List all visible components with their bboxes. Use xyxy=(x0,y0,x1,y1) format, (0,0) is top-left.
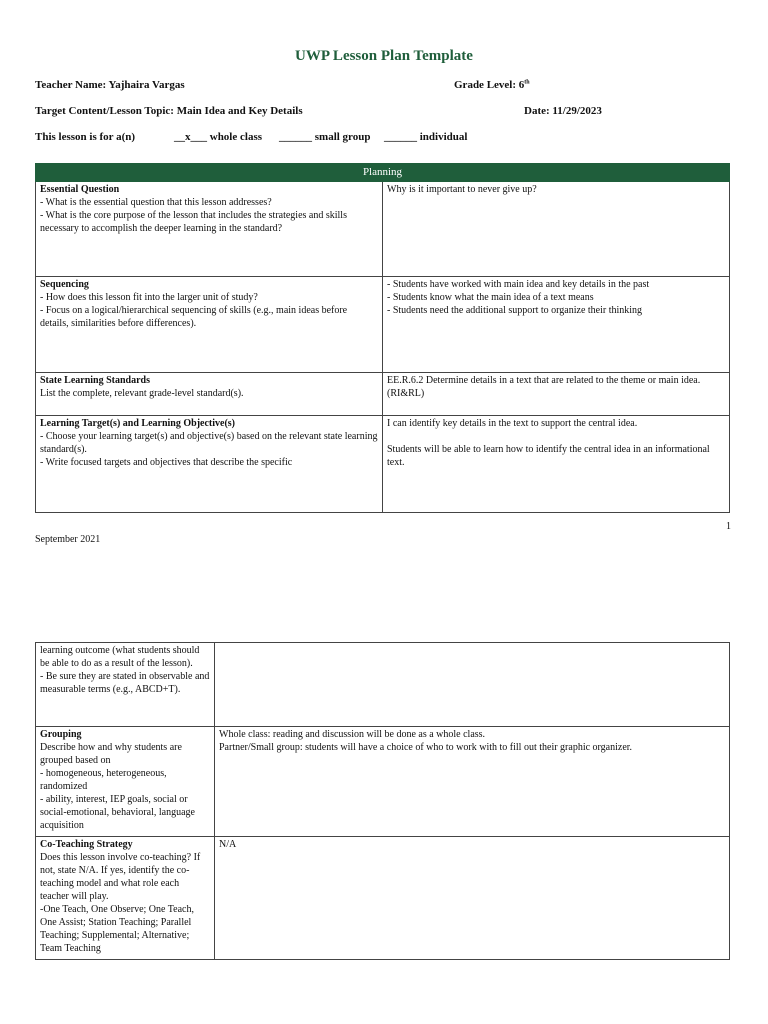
learning-target-continued-cell xyxy=(36,643,215,727)
row-desc: Describe how and why students are grouped based on xyxy=(40,742,182,766)
lesson-for-label: This lesson is for a(n) xyxy=(35,131,136,143)
row-content: N/A xyxy=(219,839,237,850)
row-desc: - What is the essential question that this lesson addresses? xyxy=(40,197,272,208)
row-content: Students will be able to learn how to identify the central idea in an informational text. xyxy=(387,444,710,468)
learning-target-content xyxy=(383,416,730,513)
sequencing-content xyxy=(383,277,730,373)
row-content xyxy=(387,430,725,443)
learning-target-continued-content xyxy=(215,643,730,727)
row-heading: Sequencing xyxy=(40,279,89,290)
grouping-content xyxy=(215,727,730,837)
grade-label: Grade Level: xyxy=(454,79,517,91)
lesson-topic xyxy=(35,105,303,117)
teacher-name xyxy=(35,79,185,91)
teacher-value: Yajhaira Vargas xyxy=(108,79,185,91)
co-teaching-cell xyxy=(36,837,215,960)
table-row xyxy=(36,277,730,373)
row-heading: Learning Target(s) and Learning Objective(s) xyxy=(40,418,235,429)
grade-suffix: th xyxy=(524,79,530,86)
planning-table-page1 xyxy=(35,163,730,513)
row-content: Why is it important to never give up? xyxy=(387,184,537,195)
co-teaching-content xyxy=(215,837,730,960)
row-heading: State Learning Standards xyxy=(40,375,151,386)
row-desc: - Choose your learning target(s) and objective(s) based on the relevant state learning standard(s). xyxy=(40,431,378,455)
essential-question-content xyxy=(383,182,730,277)
row-desc: - What is the core purpose of the lesson that includes the strategies and skills necessary to accomplish the deeper learning in the standard? xyxy=(40,210,347,234)
page-title: UWP Lesson Plan Template xyxy=(295,48,473,64)
row-desc: - Be sure they are stated in observable and measurable terms (e.g., ABCD+T). xyxy=(40,671,210,695)
row-content: EE.R.6.2 Determine details in a text that are related to the theme or main idea. (RI&RL) xyxy=(387,375,701,399)
row-desc: - How does this lesson fit into the larger unit of study? xyxy=(40,292,258,303)
row-desc: Does this lesson involve co-teaching? If not, state N/A. If yes, identify the co-teaching model and what role each teacher will play. xyxy=(40,852,201,902)
learning-target-cell xyxy=(36,416,383,513)
row-heading: Grouping xyxy=(40,729,82,740)
table-row xyxy=(36,643,730,727)
whole-class-option: __x___ whole class xyxy=(174,131,262,143)
table-row xyxy=(36,727,730,837)
small-group-option: ______ small group xyxy=(279,131,371,143)
table-row xyxy=(36,837,730,960)
row-content: - Students need the additional support to organize their thinking xyxy=(387,305,643,316)
essential-question-cell xyxy=(36,182,383,277)
grade-value: 6 xyxy=(518,79,525,91)
row-desc: - Write focused targets and objectives that describe the specific xyxy=(40,457,293,468)
date-value: 11/29/2023 xyxy=(552,105,602,117)
row-desc: learning outcome (what students should be able to do as a result of the lesson). xyxy=(40,645,200,669)
row-desc: - ability, interest, IEP goals, social or social-emotional, behavioral, language acquisition xyxy=(40,794,195,831)
page-number: 1 xyxy=(726,521,731,532)
sequencing-cell xyxy=(36,277,383,373)
row-content: - Students have worked with main idea and key details in the past xyxy=(387,279,650,290)
teacher-label: Teacher Name: xyxy=(35,79,107,91)
row-content: Whole class: reading and discussion will be done as a whole class. xyxy=(219,729,486,740)
row-content: - Students know what the main idea of a text means xyxy=(387,292,594,303)
topic-value: Main Idea and Key Details xyxy=(176,105,303,117)
planning-header: Planning xyxy=(36,164,730,182)
table-row xyxy=(36,373,730,416)
row-desc: - Focus on a logical/hierarchical sequencing of skills (e.g., main ideas before details, similarities before differences). xyxy=(40,305,348,329)
row-heading: Co-Teaching Strategy xyxy=(40,839,133,850)
row-desc: -One Teach, One Observe; One Teach, One Assist; Station Teaching; Parallel Teaching; Supplemental; Alternative; Team Teaching xyxy=(40,904,194,954)
row-content: I can identify key details in the text to support the central idea. xyxy=(387,418,638,429)
individual-option: ______ individual xyxy=(384,131,468,143)
row-content: Partner/Small group: students will have a choice of who to work with to fill out their graphic organizer. xyxy=(219,742,633,753)
grouping-cell xyxy=(36,727,215,837)
table-row xyxy=(36,182,730,277)
grade-level xyxy=(454,79,530,91)
topic-label: Target Content/Lesson Topic: xyxy=(35,105,174,117)
row-heading: Essential Question xyxy=(40,184,120,195)
lesson-date xyxy=(524,105,602,117)
date-label: Date: xyxy=(524,105,550,117)
row-desc: - homogeneous, heterogeneous, randomized xyxy=(40,768,167,792)
standards-content xyxy=(383,373,730,416)
table-row xyxy=(36,416,730,513)
planning-table-page2 xyxy=(35,642,730,960)
standards-cell xyxy=(36,373,383,416)
row-desc: List the complete, relevant grade-level standard(s). xyxy=(40,388,244,399)
page-footer: September 2021 xyxy=(35,534,101,545)
